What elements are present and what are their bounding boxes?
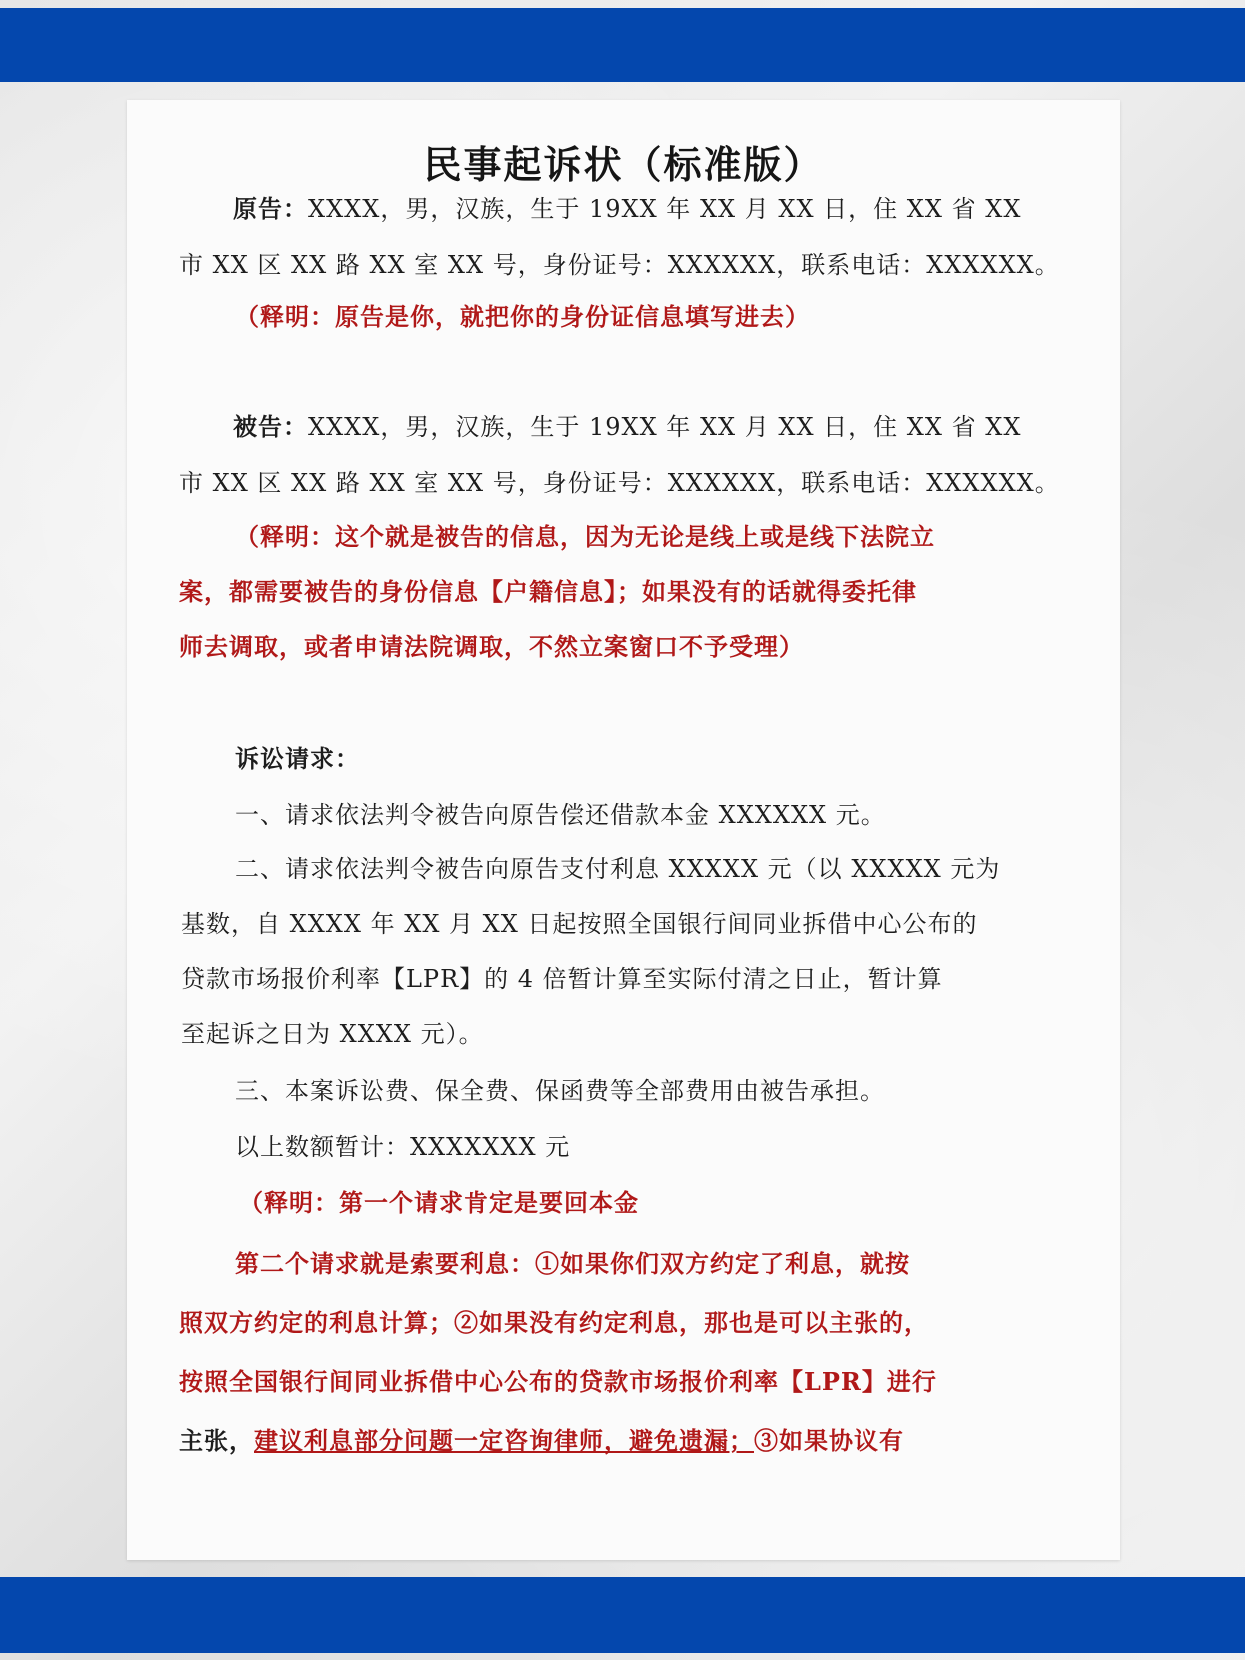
- claims-heading: 诉讼请求：: [235, 744, 360, 773]
- claim-item-1: 一、请求依法判令被告向原告偿还借款本金 XXXXXX 元。: [235, 801, 886, 829]
- explanation-line-5-start: 主张，: [179, 1426, 254, 1455]
- claim-item-2-line-2: 基数，自 XXXX 年 XX 月 XX 日起按照全国银行间同业拆借中心公布的: [181, 910, 978, 938]
- plaintiff-line-1: [233, 194, 1021, 224]
- explanation-line-3: 照双方约定的利息计算；②如果没有约定利息，那也是可以主张的，: [179, 1308, 929, 1337]
- document-page: [127, 100, 1120, 1560]
- explanation-underlined-advice: 建议利息部分问题一定咨询律师，避免遗漏；: [254, 1426, 754, 1455]
- explanation-line-1: （释明：第一个请求肯定是要回本金: [239, 1188, 639, 1217]
- claims-total: 以上数额暂计：XXXXXXX 元: [235, 1133, 571, 1161]
- explanation-line-4: 按照全国银行间同业拆借中心公布的贷款市场报价利率【LPR】进行: [179, 1367, 937, 1396]
- claim-item-2-line-1: 二、请求依法判令被告向原告支付利息 XXXXX 元（以 XXXXX 元为: [235, 855, 1001, 883]
- defendant-line-2: 市 XX 区 XX 路 XX 室 XX 号，身份证号：XXXXXX，联系电话：XXXXXX。: [179, 469, 1060, 497]
- defendant-note-1: （释明：这个就是被告的信息，因为无论是线上或是线下法院立: [235, 522, 935, 551]
- plaintiff-note: （释明：原告是你，就把你的身份证信息填写进去）: [235, 302, 810, 331]
- defendant-label: 被告：: [233, 412, 308, 441]
- explanation-line-2: 第二个请求就是索要利息：①如果你们双方约定了利息，就按: [235, 1249, 910, 1278]
- claim-item-2-line-4: 至起诉之日为 XXXX 元）。: [181, 1020, 484, 1048]
- defendant-note-2: 案，都需要被告的身份信息【户籍信息】；如果没有的话就得委托律: [179, 577, 917, 606]
- plaintiff-text-1: XXXX，男，汉族，生于 19XX 年 XX 月 XX 日，住 XX 省 XX: [308, 195, 1022, 223]
- defendant-text-1: XXXX，男，汉族，生于 19XX 年 XX 月 XX 日，住 XX 省 XX: [308, 413, 1022, 441]
- plaintiff-line-2: 市 XX 区 XX 路 XX 室 XX 号，身份证号：XXXXXX，联系电话：XXXXXX。: [179, 251, 1060, 279]
- claim-item-3: 三、本案诉讼费、保全费、保函费等全部费用由被告承担。: [235, 1077, 885, 1105]
- defendant-line-1: [233, 412, 1021, 442]
- top-banner: [0, 8, 1245, 82]
- document-title: 民事起诉状（标准版）: [423, 142, 824, 187]
- bottom-banner: [0, 1577, 1245, 1653]
- claim-item-2-line-3: 贷款市场报价利率【LPR】的 4 倍暂计算至实际付清之日止，暂计算: [181, 965, 943, 993]
- plaintiff-label: 原告：: [233, 194, 308, 223]
- explanation-line-5: [179, 1426, 904, 1456]
- defendant-note-3: 师去调取，或者申请法院调取，不然立案窗口不予受理）: [179, 632, 804, 661]
- explanation-line-5-end: ③如果协议有: [754, 1426, 904, 1455]
